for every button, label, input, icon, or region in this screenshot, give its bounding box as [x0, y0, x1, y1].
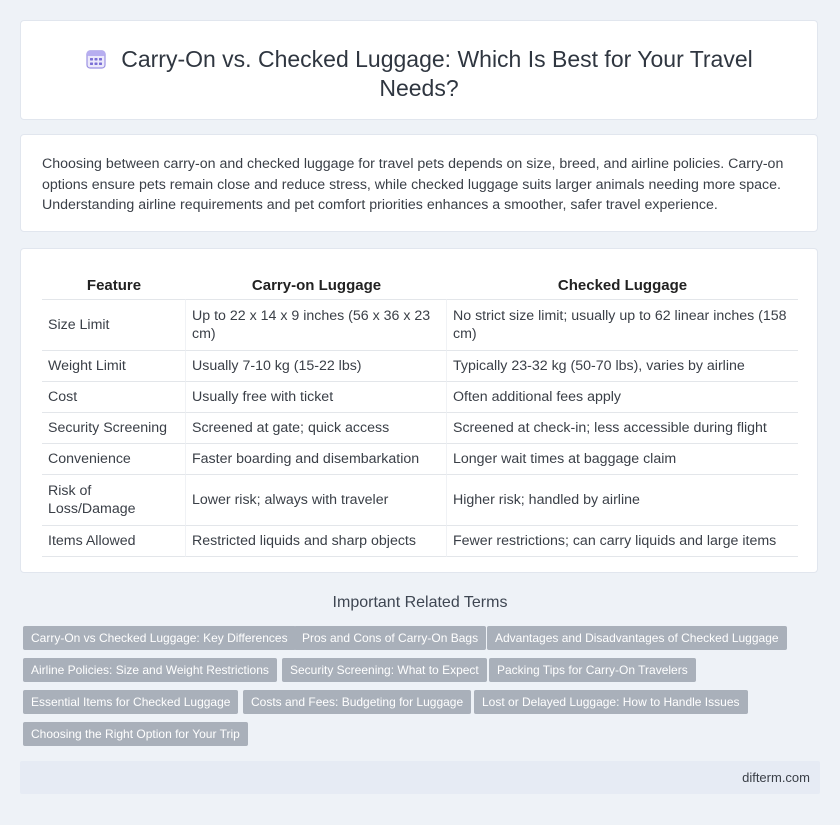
table-row [42, 474, 798, 525]
related-term-link[interactable]: Carry-On vs Checked Luggage: Key Differences [23, 626, 296, 650]
related-term-link[interactable]: Advantages and Disadvantages of Checked Luggage [487, 626, 787, 650]
header-checked: Checked Luggage [557, 276, 688, 294]
intro-paragraph: Choosing between carry-on and checked luggage for travel pets depends on size, breed, and airline policies. Carry-on options ensure pets remain close and reduce stress, while checked luggage suits larger animals needing more space. Understanding airline requirements and pet comfort priorities enhances a smoother, safer travel experience. [42, 156, 784, 213]
related-term-link[interactable]: Lost or Delayed Luggage: How to Handle Issues [474, 690, 748, 714]
table-cell: Security Screening [42, 412, 186, 443]
table-cell: Usually 7-10 kg (15-22 lbs) [186, 350, 447, 381]
table-header-row [42, 271, 798, 299]
related-term-link[interactable]: Packing Tips for Carry-On Travelers [489, 658, 696, 682]
header-feature: Feature [86, 276, 142, 294]
table-cell: Longer wait times at baggage claim [447, 443, 798, 474]
table-cell: Higher risk; handled by airline [447, 474, 798, 525]
table-row [42, 412, 798, 443]
table-cell: Often additional fees apply [447, 381, 798, 412]
table-cell: Screened at check-in; less accessible during flight [447, 412, 798, 443]
table-cell: Up to 22 x 14 x 9 inches (56 x 36 x 23 cm) [186, 299, 447, 350]
comparison-table [42, 271, 798, 557]
site-name[interactable]: difterm.com [742, 770, 810, 785]
title-card [20, 20, 818, 120]
header-carry-on: Carry-on Luggage [251, 276, 382, 294]
table-cell: Usually free with ticket [186, 381, 447, 412]
table-cell: Items Allowed [42, 525, 186, 557]
table-cell: No strict size limit; usually up to 62 linear inches (158 cm) [447, 299, 798, 350]
table-cell: Risk of Loss/Damage [42, 474, 186, 525]
related-term-link[interactable]: Security Screening: What to Expect [282, 658, 487, 682]
calendar-icon [85, 48, 107, 70]
intro-card [20, 134, 818, 232]
table-cell: Faster boarding and disembarkation [186, 443, 447, 474]
table-row [42, 381, 798, 412]
table-row [42, 525, 798, 557]
related-term-link[interactable]: Costs and Fees: Budgeting for Luggage [243, 690, 471, 714]
table-cell: Cost [42, 381, 186, 412]
table-cell: Lower risk; always with traveler [186, 474, 447, 525]
comparison-card [20, 248, 818, 573]
title-text: Carry-On vs. Checked Luggage: Which Is Best for Your Travel Needs? [121, 46, 753, 101]
footer [20, 761, 820, 794]
related-term-link[interactable]: Choosing the Right Option for Your Trip [23, 722, 248, 746]
table-row [42, 350, 798, 381]
table-cell: Convenience [42, 443, 186, 474]
table-cell: Screened at gate; quick access [186, 412, 447, 443]
related-term-link[interactable]: Airline Policies: Size and Weight Restrictions [23, 658, 277, 682]
page-title [21, 45, 817, 103]
table-cell: Typically 23-32 kg (50-70 lbs), varies by airline [447, 350, 798, 381]
table-row [42, 443, 798, 474]
related-terms-heading: Important Related Terms [332, 594, 508, 611]
table-cell: Fewer restrictions; can carry liquids and large items [447, 525, 798, 557]
table-cell: Size Limit [42, 299, 186, 350]
table-cell: Restricted liquids and sharp objects [186, 525, 447, 557]
table-cell: Weight Limit [42, 350, 186, 381]
related-term-link[interactable]: Pros and Cons of Carry-On Bags [294, 626, 486, 650]
related-term-link[interactable]: Essential Items for Checked Luggage [23, 690, 238, 714]
table-row [42, 299, 798, 350]
